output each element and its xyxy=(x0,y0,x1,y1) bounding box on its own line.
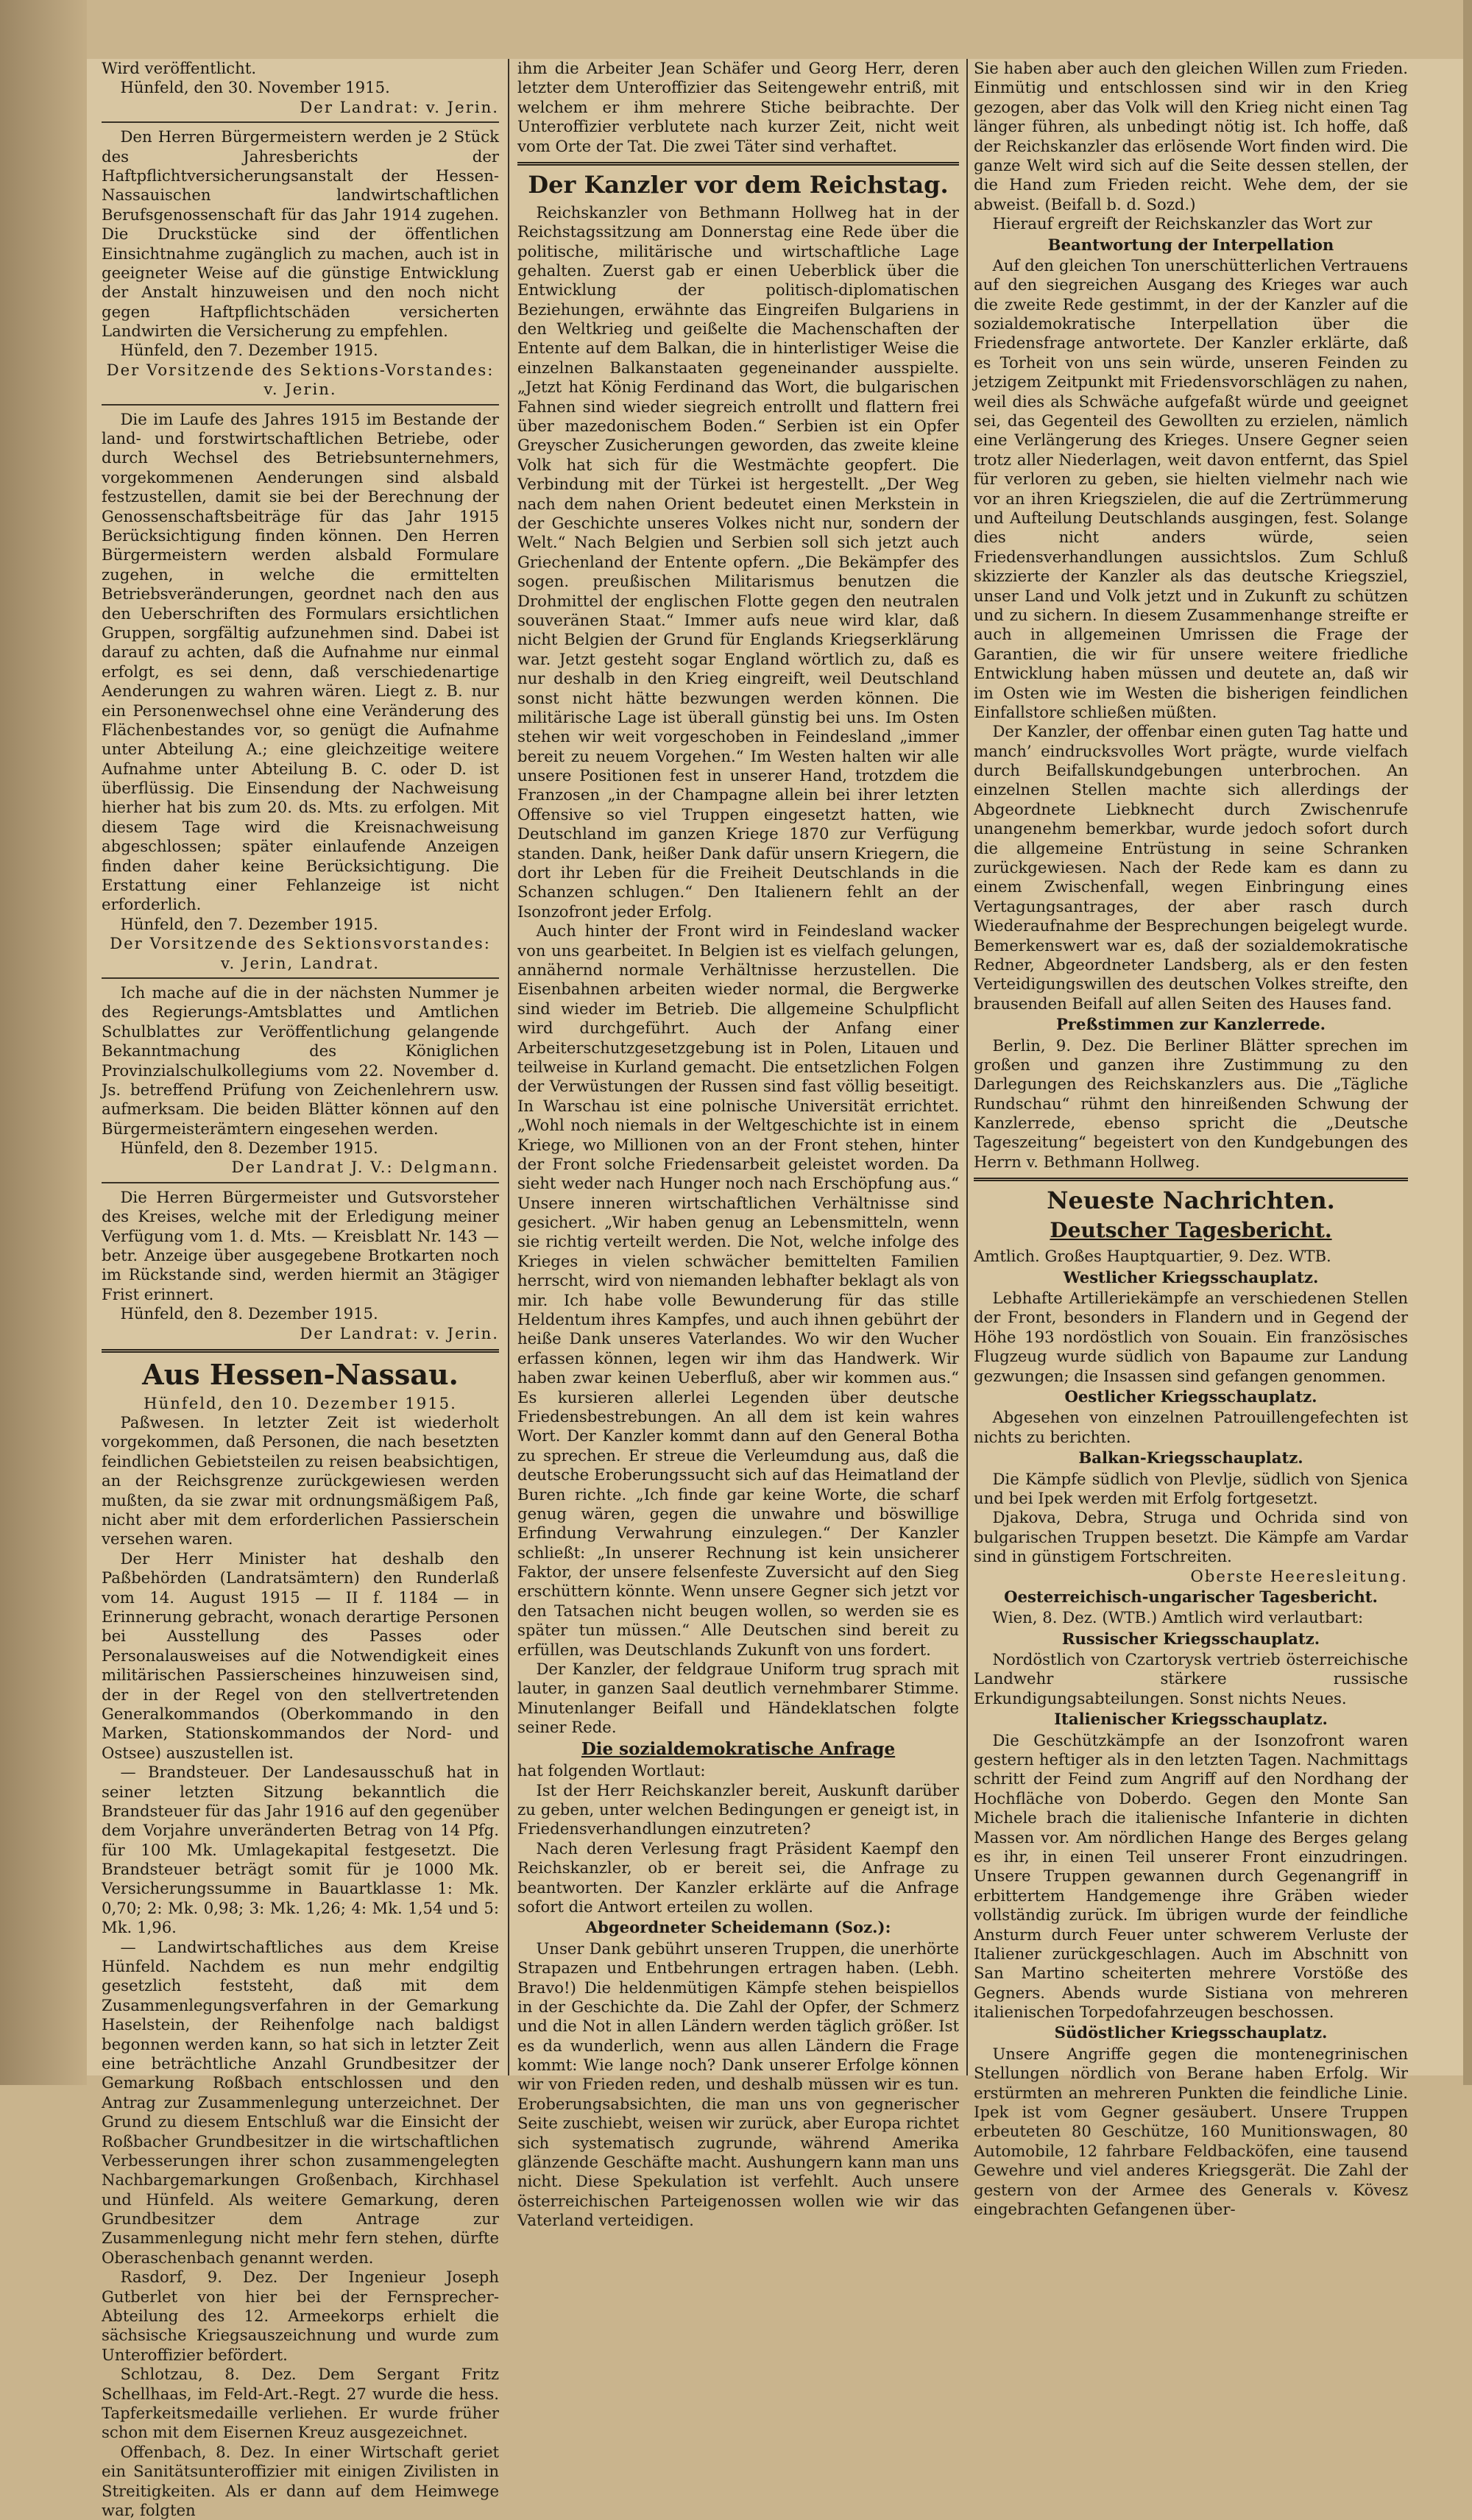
paragraph: Der Kanzler, der feldgraue Uniform trug sprach mit lauter, in ganzen Saal deutlich vernehmbarer Stimme. Minutenlanger Beifall und Händeklatschen folgte seiner Rede. xyxy=(517,1660,959,1737)
paragraph: Amtlich. Großes Hauptquartier, 9. Dez. WTB. xyxy=(974,1247,1331,1266)
section-rule-thick xyxy=(517,162,959,166)
paragraph: Der Herr Minister hat deshalb den Paßbehörden (Landratsämtern) den Runderlaß vom 14. August 1915 — II f. 1184 — in Erinnerung gebracht, wonach derartige Personen bei Ausstellung des Passes oder Personalausweises auf die Notwendigkeit eines militärischen Passierscheines hinzuweisen sind, der in der Regel von den stellvertretenden Generalkommandos (Oberkommando in den Marken, Stationskommandos der Nord- und Ostsee) auszustellen ist. xyxy=(102,1549,499,1762)
paragraph: Unser Dank gebührt unseren Truppen, die unerhörte Strapazen und Entbehrungen ertragen haben. (Lebh. Bravo!) Die heldenmütigen Kämpfe stehen beispiellos in der Geschichte da. Die Zahl der Opfer, der Schmerz und die Not in allen Ländern werden täglich größer. Ist es da wunderlich, wenn aus allen Ländern die Frage kommt: Wie lange noch? Dank unserer Erfolge können wir von Frieden reden, und deshalb müssen wir es tun. Eroberungsabsichten, die man uns von gegnerischer Seite zuschiebt, weisen wir zurück, aber Europa richtet sich systematisch zugrunde, während Amerika glänzende Geschäfte macht. Aushungern kann man uns nicht. Diese Spekulation ist verfehlt. Auch unsere österreichischen Parteigenossen wollen wie wir das Vaterland verteidigen. xyxy=(517,1939,959,2230)
column-divider xyxy=(966,59,968,2075)
signature-line: v. Jerin, Landrat. xyxy=(221,953,380,972)
column-2 xyxy=(517,59,959,2230)
paragraph: Die Geschützkämpfe an der Isonzofront waren gestern heftiger als in den letzten Tagen. Nachmittags schritt der Feind zum Angriff auf den Nordhang der Hochfläche von Doberdo. Gegen den Monte San Michele brach die italienische Infanterie in dichten Massen vor. Am nördlichen Hange des Berges gelang es ihr, in einen Teil unserer Front einzudringen. Unsere Truppen gewannen durch Gegenangriff in erbittertem Handgemenge ihre Gräben wieder vollständig zurück. Im übrigen wurde der feindliche Ansturm durch Feuer unter schwerem Verluste der Italiener zurückgeschlagen. Auch im Abschnitt von San Martino scheiterten mehrere Vorstöße des Gegners. Abends wurde Sistiana von mehreren italienischen Torpedofahrzeugen beschossen. xyxy=(974,1730,1408,2022)
paragraph: Ist der Herr Reichskanzler bereit, Auskunft darüber zu geben, unter welchen Bedingungen er geneigt ist, in Friedensverhandlungen einzutreten? xyxy=(517,1780,959,1838)
section-rule-thick xyxy=(102,1349,499,1353)
column-3 xyxy=(974,59,1408,2218)
signature-line: Der Landrat J. V.: Delgmann. xyxy=(231,1158,499,1177)
paragraph: Unsere Angriffe gegen die montenegrinischen Stellungen nördlich von Berane haben Erfolg. Wir erstürmten an mehreren Punkten die feindliche Linie. Ipek ist vom Gegner gesäubert. Unsere Truppen erbeuteten 80 Geschütze, 160 Munitionswagen, 80 Automobile, 12 fahrbare Feldbacköfen, eine tausend Gewehre und viel anderes Kriegsgerät. Die Zahl der gestern von der Armee des Generals v. Kövesz eingebrachten Gefangenen über- xyxy=(974,2044,1408,2218)
article-heading: Neueste Nachrichten. xyxy=(1047,1186,1335,1215)
signature-line: Hünfeld, den 10. Dezember 1915. xyxy=(144,1393,457,1412)
subheading: Italienischer Kriegsschauplatz. xyxy=(1054,1710,1328,1729)
section-rule xyxy=(102,1182,499,1183)
subheading: Die sozialdemokratische Anfrage xyxy=(581,1738,896,1759)
paragraph: Djakova, Debra, Struga und Ochrida sind von bulgarischen Truppen besetzt. Die Kämpfe am Vardar sind in günstigem Fortschreiten. xyxy=(974,1508,1408,1566)
paragraph: ihm die Arbeiter Jean Schäfer und Georg Herr, deren letzter dem Unteroffizier das Seitengewehr entriß, mit welchem er ihm mehrere Stiche beibrachte. Der Unteroffizier verblutete nach kurzer Zeit, nicht weit vom Orte der Tat. Die zwei Täter sind verhaftet. xyxy=(517,59,959,155)
paragraph: Schlotzau, 8. Dez. Dem Sergant Fritz Schellhaas, im Feld-Art.-Regt. 27 wurde die hess. Tapferkeitsmedaille verliehen. Er wurde früher schon mit dem Eisernen Kreuz ausgezeichnet. xyxy=(102,2365,499,2442)
paragraph: Berlin, 9. Dez. Die Berliner Blätter sprechen im großen und ganzen ihre Zustimmung zu den Darlegungen des Reichskanzlers aus. Die „Tägliche Rundschau“ rühmt den hinreißenden Schwung der Kanzlerrede, ebenso spricht die „Deutsche Tageszeitung“ begeistert von den Kundgebungen des Herrn v. Bethmann Hollweg. xyxy=(974,1036,1408,1171)
paragraph: Hünfeld, den 8. Dezember 1915. xyxy=(120,1304,378,1323)
paragraph: Hünfeld, den 7. Dezember 1915. xyxy=(120,341,378,360)
column-1 xyxy=(102,59,499,2519)
subheading: Abgeordneter Scheidemann (Soz.): xyxy=(585,1918,891,1937)
subheading: Südöstlicher Kriegsschauplatz. xyxy=(1054,2023,1328,2042)
paragraph: Wird veröffentlicht. xyxy=(102,59,257,77)
signature-line: Der Vorsitzende des Sektionsvorstandes: xyxy=(110,934,491,953)
section-rule xyxy=(102,977,499,979)
paragraph: — Brandsteuer. Der Landesausschuß hat in seiner letzten Sitzung bekanntlich die Brandsteuer für das Jahr 1916 auf den gegenüber dem Vorjahre unveränderten Betrag von 14 Pfg. für 100 Mk. Umlagekapital festgesetzt. Die Brandsteuer beträgt somit für je 1000 Mk. Versicherungssumme in Bauartklasse 1: Mk. 0,70; 2: Mk. 0,98; 3: Mk. 1,26; 4: Mk. 1,54 und 5: Mk. 1,96. xyxy=(102,1763,499,1937)
paragraph: Abgesehen von einzelnen Patrouillengefechten ist nichts zu berichten. xyxy=(974,1408,1408,1446)
page-edge xyxy=(1463,0,1472,2085)
section-rule xyxy=(102,121,499,123)
subheading: Westlicher Kriegsschauplatz. xyxy=(1063,1267,1319,1286)
subheading: Russischer Kriegsschauplatz. xyxy=(1061,1629,1320,1648)
paragraph: Die Herren Bürgermeister und Gutsvorsteher des Kreises, welche mit der Erledigung meiner Verfügung vom 1. d. Mts. — Kreisblatt Nr. 143 — betr. Anzeige über ausgegebene Brotkarten noch im Rückstande sind, werden hiermit an 3tägiger Frist erinnert. xyxy=(102,1187,499,1303)
section-rule xyxy=(102,404,499,406)
paragraph: Rasdorf, 9. Dez. Der Ingenieur Joseph Gutberlet von hier bei der Fernsprecher-Abteilung des 12. Armeekorps erhielt die sächsische Kriegsauszeichnung und wurde zum Unteroffizier befördert. xyxy=(102,2268,499,2364)
signature-line: Der Vorsitzende des Sektions-Vorstandes: xyxy=(106,360,495,379)
signature-line: Der Landrat: v. Jerin. xyxy=(300,1323,499,1342)
paragraph: Paßwesen. In letzter Zeit ist wiederholt vorgekommen, daß Personen, die nach besetzten feindlichen Gebietsteilen zu reisen beabsichtigen, an der Reichsgrenze zurückgewiesen werden mußten, da sie zwar mit ordnungsmäßigem Paß, nicht aber mit dem erforderlichen Passierschein versehen waren. xyxy=(102,1413,499,1549)
paragraph: Hünfeld, den 7. Dezember 1915. xyxy=(120,914,378,933)
subheading: Oesterreichisch-ungarischer Tagesbericht. xyxy=(1004,1587,1378,1606)
subheading: Oestlicher Kriegsschauplatz. xyxy=(1064,1387,1317,1406)
paragraph: Ich mache auf die in der nächsten Nummer je des Regierungs-Amtsblattes und Amtlichen Schulblattes zur Veröffentlichung gelangende Bekanntmachung des Königlichen Provinzialschulkollegiums vom 22. November d. Js. betreffend Prüfung von Zeichenlehrern usw. aufmerksam. Die beiden Blätter können auf den Bürgermeisterämtern eingesehen werden. xyxy=(102,983,499,1138)
signature-line: v. Jerin. xyxy=(263,380,337,399)
paragraph: Hünfeld, den 8. Dezember 1915. xyxy=(120,1139,378,1158)
newspaper-page xyxy=(87,59,1463,2519)
signature-line: Oberste Heeresleitung. xyxy=(1190,1566,1408,1585)
subheading: Preßstimmen zur Kanzlerrede. xyxy=(1055,1015,1326,1034)
section-rule-thick xyxy=(974,1178,1408,1181)
subheading: Balkan-Kriegsschauplatz. xyxy=(1078,1448,1303,1468)
paragraph: Die Kämpfe südlich von Plevlje, südlich von Sjenica und bei Ipek werden mit Erfolg fortgesetzt. xyxy=(974,1469,1408,1507)
paragraph: Wien, 8. Dez. (WTB.) Amtlich wird verlautbart: xyxy=(992,1608,1364,1627)
report-heading: Deutscher Tagesbericht. xyxy=(1050,1218,1332,1243)
article-heading: Der Kanzler vor dem Reichstag. xyxy=(528,170,949,199)
paragraph: Hierauf ergreift der Reichskanzler das Wort zur xyxy=(992,214,1373,233)
paragraph: Reichskanzler von Bethmann Hollweg hat in der Reichstagssitzung am Donnerstag eine Rede über die politische, militärische und wirtschaftliche Lage gehalten. Zuerst gab er einen Ueberblick über die Entwicklung der politisch-diplomatischen Beziehungen, erwähnte das Eingreifen Bulgariens in den Weltkrieg und geißelte die Machenschaften der Entente auf dem Balkan, die in hinterlistiger Weise die einzelnen Balkanstaaten gegeneinander ausspielte. „Jetzt hat König Ferdinand das Wort, die bulgarischen Fahnen sind wieder siegreich entrollt und flattern frei über mazedonischem Boden.“ Serbien ist ein Opfer Greyscher Zusicherungen geworden, das zweite kleine Volk hat sich für die Westmächte geopfert. Die Verbindung mit der Türkei ist hergestellt. „Der Weg nach dem nahen Orient bedeutet einen Merkstein in der Geschichte unseres Volkes nicht nur, sondern der Welt.“ Nach Belgien und Serbien soll sich jetzt auch Griechenland der Entente opfern. „Die Bekämpfer des sogen. preußischen Militarismus benutzen die Drohmittel der englischen Flotte gegen den neutralen souveränen Staat.“ Immer aufs neue wird klar, daß nicht Belgien der Grund für Englands Kriegserklärung war. Jetzt gesteht sogar England wörtlich zu, daß es nur deshalb in den Krieg eingreift, weil Deutschland sonst nicht hätte bezwungen werden können. Die militärische Lage ist überall günstig bei uns. Im Osten stehen wir weit vorgeschoben in Feindesland „immer bereit zu neuem Vorgehen.“ Im Westen halten wir alle unsere Positionen fest in unserer Hand, trotzdem die Franzosen „in der Champagne allein bei ihrer letzten Offensive so viel Truppen eingesetzt hatten, wie Deutschland im ganzen Kriege 1870 zur Verfügung standen. Dank, heißer Dank dafür unsern Kriegern, die dort ihr Leben für die Freiheit Deutschlands in die Schanzen schlugen.“ Den Italienern fehlt an der Isonzofront jeder Erfolg. xyxy=(517,202,959,921)
paragraph: Die im Laufe des Jahres 1915 im Bestande der land- und forstwirtschaftlichen Betriebe, oder durch Wechsel des Betriebsunternehmers, vorgekommenen Aenderungen sind alsbald festzustellen, damit sie bei der Berechnung der Genossenschaftsbeiträge für das Jahr 1915 Berücksichtigung finden können. Den Herren Bürgermeistern werden alsbald Formulare zugehen, in welche die ermittelten Betriebsveränderungen, geordnet nach den aus den Ueberschriften des Formulars ersichtlichen Gruppen, sorgfältig aufzunehmen sind. Dabei ist darauf zu achten, daß die Aufnahme nur einmal erfolgt, es sei denn, daß verschiedenartige Aenderungen zu wahren wären. Liegt z. B. nur ein Personenwechsel ohne eine Veränderung des Flächenbestandes vor, so genügt die Aufnahme unter Abteilung A.; eine gleichzeitige weitere Aufnahme unter Abteilung B. C. oder D. ist überflüssig. Die Einsendung der Nachweisung hierher hat bis zum 20. ds. Mts. zu erfolgen. Mit diesem Tage wird die Kreisnachweisung abgeschlossen; später einlaufende Anzeigen finden daher keine Berücksichtigung. Die Erstattung einer Fehlanzeige ist nicht erforderlich. xyxy=(102,409,499,914)
paragraph: Nach deren Verlesung fragt Präsident Kaempf den Reichskanzler, ob er bereit sei, die Anfrage zu beantworten. Der Kanzler erklärte auf die Anfrage sofort die Antwort erteilen zu wollen. xyxy=(517,1838,959,1916)
signature-line: Der Landrat: v. Jerin. xyxy=(300,97,499,116)
paragraph: Sie haben aber auch den gleichen Willen zum Frieden. Einmütig und entschlossen sind wir in den Krieg gezogen, aber das Volk will den Krieg nicht einen Tag länger führen, als unbedingt nötig ist. Ich hoffe, daß der Reichskanzler das erlösende Wort finden wird. Die ganze Welt wird sich auf die Seite dessen stellen, der die Hand zum Frieden reicht. Wehe dem, der sie abweist. (Beifall b. d. Sozd.) xyxy=(974,59,1408,213)
paragraph: Auch hinter der Front wird in Feindesland wacker von uns gearbeitet. In Belgien ist es vielfach gelungen, annähernd normale Verhältnisse herzustellen. Die Eisenbahnen arbeiten wieder normal, die Bergwerke sind wieder im Betrieb. Die allgemeine Schulpflicht wird durchgeführt. Auch der Anfang einer Arbeiterschutzgesetzgebung ist in Polen, Litauen und teilweise in Kurland gemacht. Die entsetzlichen Folgen der Verwüstungen der Russen sind fast völlig beseitigt. In Warschau ist eine polnische Universität errichtet. „Wohl noch niemals in der Weltgeschichte ist in einem Kriege, wo Millionen von an der Front stehen, hinter der Front solche Friedensarbeit geleistet worden. Da sieht weder nach Hunger noch nach Erschöpfung aus.“ Unsere inneren wirtschaftlichen Verhältnisse sind gesichert. „Wir haben genug an Lebensmitteln, wenn sie richtig verteilt werden. Die Not, welche infolge des Krieges in vielen schwächer bemittelten Familien herrscht, wird von niemanden lebhafter beklagt als von mir. Ich habe volle Bewunderung für das stille Heldentum ihres Kampfes, und auch ihnen gebührt der heiße Dank unseres Vaterlandes. Wo wir den Wucher erfassen können, legen wir ihm das Handwerk. Wir haben zwar keinen Ueberfluß, aber wir kommen aus.“ Es kursieren allerlei Legenden über deutsche Friedensbestrebungen. An all dem ist kein wahres Wort. Der Kanzler kommt dann auf den General Botha zu sprechen. Er streue die Verleumdung aus, daß die deutsche Eroberungssucht sich auf das Heimatland der Buren richte. „Ich finde gar keine Worte, die scharf genug wären, gegen die unwahre und böswillige Erfindung Verwahrung einzulegen.“ Der Kanzler schließt: „In unserer Rechnung ist kein unsicherer Faktor, der unsere felsenfeste Zuversicht auf den Sieg erschüttern könnte. Wenn unsere Gegner sich jetzt vor den Tatsachen nicht beugen wollen, so werden sie es später tun müssen.“ Alle Deutschen sind bereit zu erfüllen, was Deutschlands Zukunft von uns fordert. xyxy=(517,921,959,1659)
paragraph: Der Kanzler, der offenbar einen guten Tag hatte und manch’ eindrucksvolles Wort prägte, wurde vielfach durch Beifallskundgebungen unterbrochen. An einzelnen Stellen machte sich allerdings der Abgeordnete Liebknecht durch Zwischenrufe unangenehm bemerkbar, wurde jedoch sofort durch die allgemeine Entrüstung in seine Schranken zurückgewiesen. Nach der Rede kam es dann zu einem Zwischenfall, wegen Einbringung eines Vertagungsantrages, der aber rasch durch Wiederaufnahme der Besprechungen beigelegt wurde. Bemerkenswert war es, daß der sozialdemokratische Redner, Abgeordneter Landsberg, als er den festen Verteidigungswillen des deutschen Volkes streifte, den brausenden Beifall auf allen Seiten des Hauses fand. xyxy=(974,722,1408,1013)
paragraph: Nordöstlich von Czartorysk vertrieb österreichische Landwehr stärkere russische Erkundigungsabteilungen. Sonst nichts Neues. xyxy=(974,1650,1408,1707)
paragraph: Hünfeld, den 30. November 1915. xyxy=(120,78,390,97)
binding-shadow xyxy=(0,0,87,2085)
paragraph: Lebhafte Artilleriekämpfe an verschiedenen Stellen der Front, besonders in Flandern und in Gegend der Höhe 193 nordöstlich von Souain. Ein französisches Flugzeug wurde südlich von Bapaume zur Landung gezwungen; die Insassen sind gefangen genommen. xyxy=(974,1289,1408,1385)
section-heading: Aus Hessen-Nassau. xyxy=(142,1358,459,1391)
paragraph: Den Herren Bürgermeistern werden je 2 Stück des Jahresberichts der Haftpflichtversicherungsanstalt der Hessen-Nassauischen landwirtschaftlichen Berufsgenossenschaft für das Jahr 1914 zugehen. Die Druckstücke sind der öffentlichen Einsichtnahme zugänglich zu machen, auch ist in geeigneter Weise auf die günstige Entwicklung der Anstalt hinzuweisen und den noch nicht gegen Haftpflichtschäden versicherten Landwirten die Versicherung zu empfehlen. xyxy=(102,127,499,341)
paragraph: Offenbach, 8. Dez. In einer Wirtschaft geriet ein Sanitätsunteroffizier mit einigen Zivilisten in Streitigkeiten. Als er dann auf dem Heimwege war, folgten xyxy=(102,2442,499,2519)
paragraph: Auf den gleichen Ton unerschütterlichen Vertrauens auf den siegreichen Ausgang des Krieges war auch die zweite Rede gestimmt, in der der Kanzler auf die sozialdemokratische Interpellation über die Friedensfrage antwortete. Der Kanzler erklärte, daß es Torheit von uns sein würde, unseren Feinden zu jetzigem Zeitpunkt mit Friedensvorschlägen zu nahen, weil dies als Schwäche aufgefaßt würde und geeignet sei, das Gegenteil des Gewollten zu erzielen, nämlich eine Verlängerung des Krieges. Unsere Gegner seien trotz aller Niederlagen, weit davon entfernt, das Spiel für verloren zu geben, sie hielten vielmehr nach wie vor an ihren Kriegszielen, die auf die Zertrümmerung und Aufteilung Deutschlands ausgingen, fest. Solange dies nicht anders würde, seien Friedensverhandlungen aussichtslos. Zum Schluß skizzierte der Kanzler als das deutsche Kriegsziel, unser Land und Volk jetzt und in Zukunft zu schützen und zu sichern. In diesem Zusammenhange streifte er auch in allgemeinen Umrissen die Frage der Garantien, die wir für unsere weitere friedliche Entwicklung haben müssen und deutete an, daß wir im Osten wie im Westen die bisherigen feindlichen Einfallstore schließen müßten. xyxy=(974,255,1408,721)
column-divider xyxy=(508,59,509,2075)
paragraph: — Landwirtschaftliches aus dem Kreise Hünfeld. Nachdem es nun mehr endgiltig gesetzlich feststeht, daß mit dem Zusammenlegungsverfahren in der Gemarkung Haselstein, der Reihenfolge nach baldigst begonnen werden kann, so hat sich in letzter Zeit eine beträchtliche Anzahl Grundbesitzer der Gemarkung Roßbach entschlossen und den Antrag zur Zusammenlegung unterzeichnet. Der Grund zu diesem Entschluß war die Einsicht der Roßbacher Grundbesitzer in die wirtschaftlichen Verbesserungen ihrer schon zusammengelegten Nachbargemarkungen Großenbach, Kirchhasel und Hünfeld. Als weitere Gemarkung, deren Grundbesitzer dem Antrage zur Zusammenlegung nicht mehr fern stehen, dürfte Oberaschenbach genannt werden. xyxy=(102,1937,499,2267)
paragraph: hat folgenden Wortlaut: xyxy=(517,1761,706,1780)
subheading: Beantwortung der Interpellation xyxy=(1047,235,1334,254)
